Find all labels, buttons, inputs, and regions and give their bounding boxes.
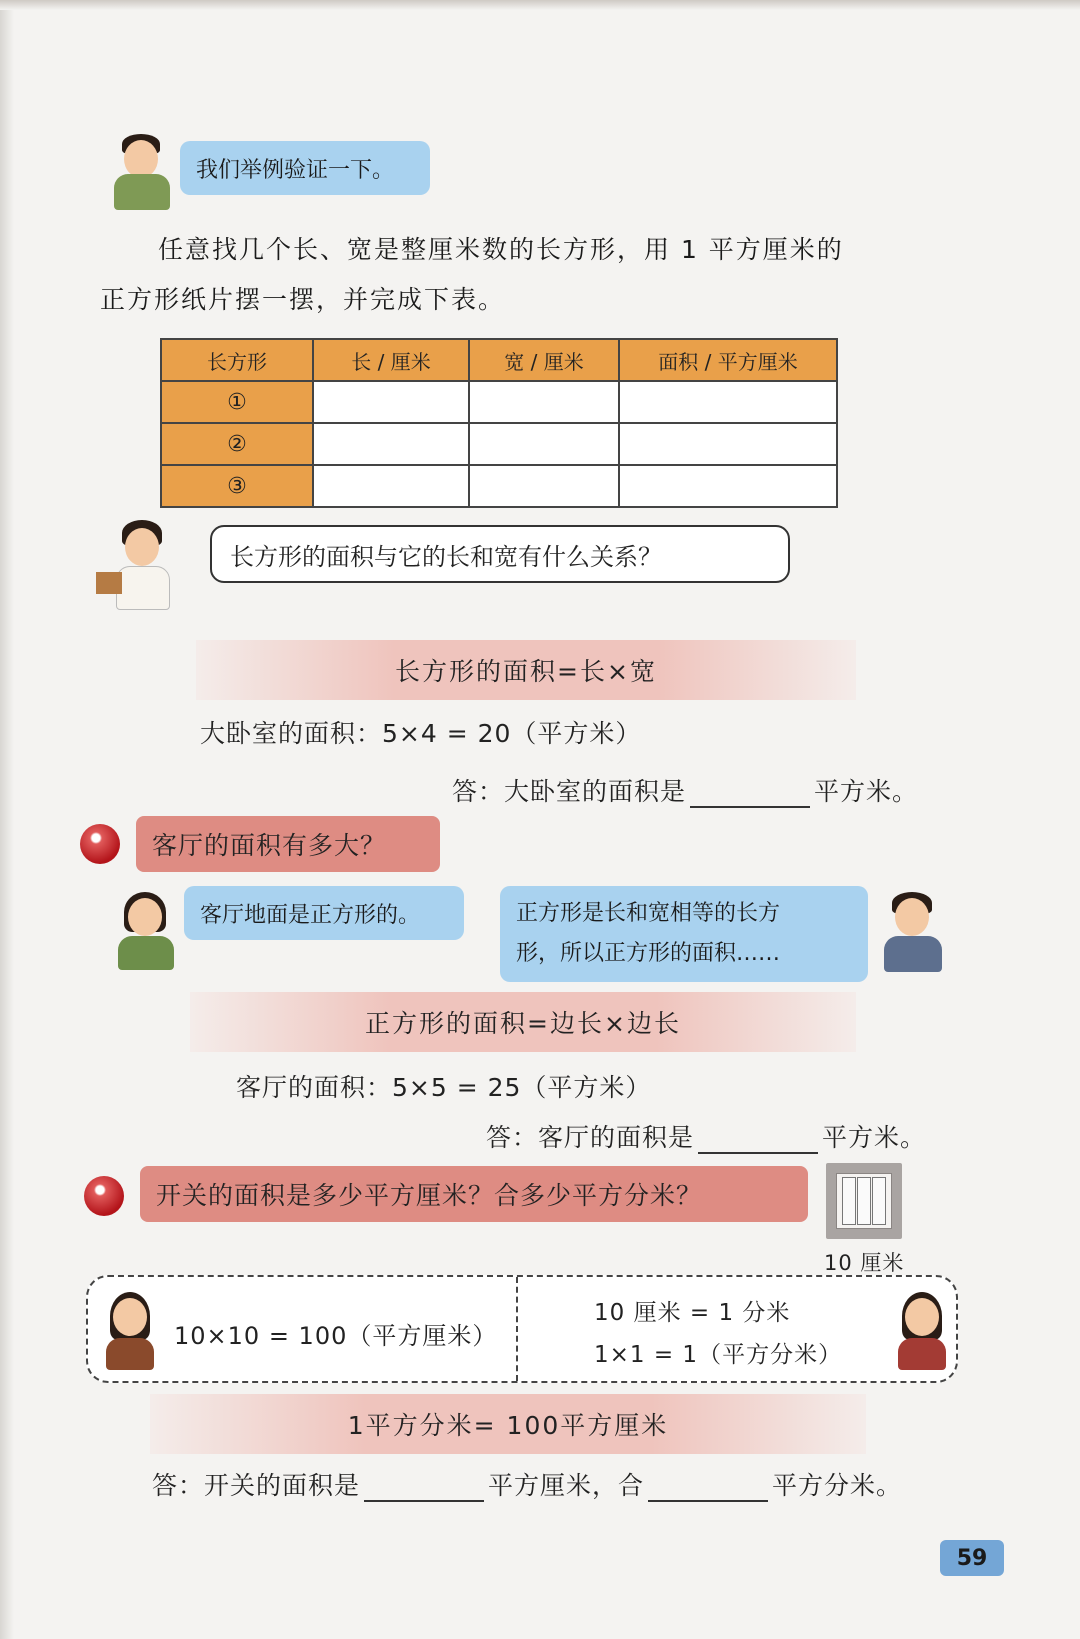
row-label: ②: [161, 423, 313, 465]
question-living-text: 客厅的面积有多大？: [152, 831, 387, 860]
boy-character-right: [878, 892, 948, 972]
boy-speech-bubble: [500, 886, 868, 982]
boy-speech-line1: 正方形是长和宽相等的长方: [516, 901, 781, 926]
row-label: ①: [161, 381, 313, 423]
bedroom-answer: [452, 772, 918, 808]
calc-right-line2: 1×1 = 1（平方分米）: [594, 1342, 843, 1368]
intro-line-2: 正方形纸片摆一摆，并完成下表。: [100, 285, 506, 314]
calc-right-line1: 10 厘米 = 1 分米: [594, 1300, 791, 1326]
table-cell[interactable]: [469, 465, 619, 507]
page-edge: [0, 0, 14, 1639]
light-switch-icon: [826, 1163, 902, 1239]
girl-speech-bubble: [184, 886, 464, 940]
table-cell[interactable]: [469, 423, 619, 465]
calc-left: 10×10 = 100（平方厘米）: [174, 1322, 498, 1350]
answer-blank[interactable]: [648, 1478, 768, 1502]
rectangle-table: [160, 338, 838, 508]
question-switch-text: 开关的面积是多少平方厘米？合多少平方分米？: [156, 1181, 703, 1210]
teacher-character: [96, 520, 196, 610]
table-cell[interactable]: [619, 381, 837, 423]
speech-bubble-top-text: 我们举例验证一下。: [196, 157, 395, 183]
table-header: 长方形: [161, 339, 313, 381]
switch-size-label: 10 厘米: [824, 1251, 905, 1275]
table-cell[interactable]: [469, 381, 619, 423]
switch-answer-prefix: 答：开关的面积是: [152, 1471, 361, 1500]
table-cell[interactable]: [313, 381, 469, 423]
table-row: [161, 465, 837, 507]
question-marker-icon: [80, 824, 120, 864]
formula-square: [190, 992, 856, 1052]
top-shade: [0, 0, 1080, 10]
formula-unit-text: 1平方分米= 100平方厘米: [347, 1411, 669, 1440]
intro-line-1: 任意找几个长、宽是整厘米数的长方形，用 1 平方厘米的: [158, 235, 844, 264]
question-marker-icon: [84, 1176, 124, 1216]
switch-answer: [152, 1466, 902, 1502]
living-answer: [486, 1118, 926, 1154]
page-number-text: 59: [956, 1545, 988, 1571]
girl-speech-text: 客厅地面是正方形的。: [200, 902, 421, 928]
living-answer-suffix: 平方米。: [822, 1123, 927, 1152]
table-cell[interactable]: [619, 465, 837, 507]
bedroom-answer-suffix: 平方米。: [814, 777, 919, 806]
table-header-row: [161, 339, 837, 381]
living-calc: 客厅的面积：5×5 = 25（平方米）: [236, 1073, 652, 1102]
girl-character-right: [896, 1292, 948, 1370]
table-header: 宽 / 厘米: [469, 339, 619, 381]
teacher-question-bubble: [210, 525, 790, 583]
boy-speech-line2: 形，所以正方形的面积……: [516, 941, 781, 966]
answer-blank[interactable]: [364, 1478, 484, 1502]
switch-key: [872, 1177, 886, 1225]
bedroom-calc: 大卧室的面积：5×4 = 20（平方米）: [200, 719, 642, 748]
page-number: [940, 1540, 1004, 1576]
girl-character: [112, 892, 178, 970]
table-cell[interactable]: [313, 423, 469, 465]
bedroom-answer-prefix: 答：大卧室的面积是: [452, 777, 687, 806]
switch-key: [857, 1177, 871, 1225]
switch-answer-suffix: 平方分米。: [772, 1471, 903, 1500]
formula-rectangle: [196, 640, 856, 700]
calculation-divider: [516, 1277, 518, 1381]
switch-answer-mid: 平方厘米，合: [488, 1471, 645, 1500]
table-row: [161, 381, 837, 423]
formula-unit: [150, 1394, 866, 1454]
table-cell[interactable]: [313, 465, 469, 507]
formula-square-text: 正方形的面积=边长×边长: [365, 1009, 681, 1038]
teacher-question-text: 长方形的面积与它的长和宽有什么关系？: [230, 542, 662, 571]
answer-blank[interactable]: [698, 1130, 818, 1154]
question-living: [136, 816, 440, 872]
table-cell[interactable]: [619, 423, 837, 465]
table-header: 长 / 厘米: [313, 339, 469, 381]
speech-bubble-top: [180, 141, 430, 195]
table-row: [161, 423, 837, 465]
formula-rectangle-text: 长方形的面积=长×宽: [395, 657, 657, 686]
question-switch: [140, 1166, 808, 1222]
table-header: 面积 / 平方厘米: [619, 339, 837, 381]
switch-key: [842, 1177, 856, 1225]
living-answer-prefix: 答：客厅的面积是: [486, 1123, 695, 1152]
answer-blank[interactable]: [690, 784, 810, 808]
boy-character-top: [112, 134, 172, 210]
girl-character-left: [104, 1292, 156, 1370]
row-label: ③: [161, 465, 313, 507]
